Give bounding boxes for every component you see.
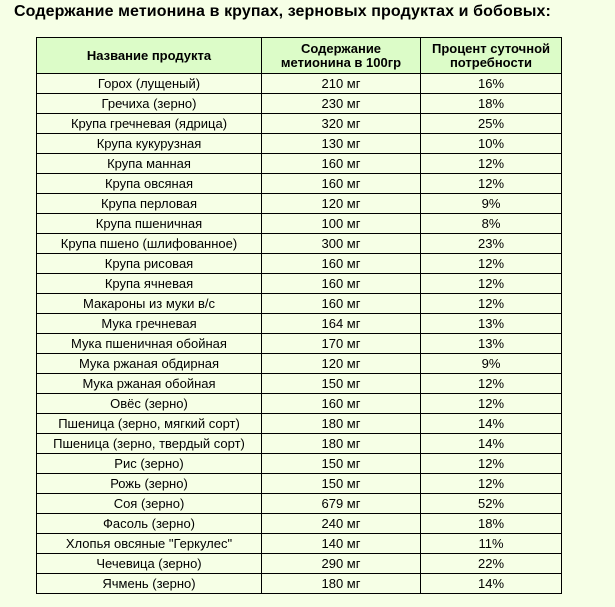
daily-percent-cell: 12% — [421, 294, 562, 314]
table-row — [37, 234, 562, 254]
daily-percent-cell: 16% — [421, 74, 562, 94]
table-row — [37, 214, 562, 234]
product-name-cell: Ячмень (зерно) — [37, 574, 262, 594]
methionine-content-cell: 180 мг — [262, 414, 421, 434]
daily-percent-cell: 12% — [421, 274, 562, 294]
product-name-cell: Овёс (зерно) — [37, 394, 262, 414]
daily-percent-cell: 12% — [421, 374, 562, 394]
table-row — [37, 294, 562, 314]
header-daily-percent: Процент суточной потребности — [421, 38, 562, 74]
product-name-cell: Гречиха (зерно) — [37, 94, 262, 114]
table-row — [37, 494, 562, 514]
methionine-content-cell: 230 мг — [262, 94, 421, 114]
daily-percent-cell: 12% — [421, 474, 562, 494]
methionine-content-cell: 140 мг — [262, 534, 421, 554]
methionine-content-cell: 170 мг — [262, 334, 421, 354]
daily-percent-cell: 11% — [421, 534, 562, 554]
methionine-content-cell: 150 мг — [262, 474, 421, 494]
methionine-content-cell: 160 мг — [262, 294, 421, 314]
product-name-cell: Крупа манная — [37, 154, 262, 174]
methionine-content-cell: 180 мг — [262, 574, 421, 594]
methionine-content-cell: 210 мг — [262, 74, 421, 94]
product-name-cell: Крупа перловая — [37, 194, 262, 214]
methionine-content-cell: 679 мг — [262, 494, 421, 514]
methionine-content-cell: 160 мг — [262, 154, 421, 174]
methionine-content-cell: 160 мг — [262, 254, 421, 274]
daily-percent-cell: 9% — [421, 194, 562, 214]
table-row — [37, 474, 562, 494]
daily-percent-cell: 12% — [421, 254, 562, 274]
table-row — [37, 354, 562, 374]
daily-percent-cell: 25% — [421, 114, 562, 134]
methionine-content-cell: 300 мг — [262, 234, 421, 254]
daily-percent-cell: 9% — [421, 354, 562, 374]
daily-percent-cell: 14% — [421, 414, 562, 434]
daily-percent-cell: 18% — [421, 514, 562, 534]
table-row — [37, 554, 562, 574]
table-row — [37, 314, 562, 334]
table-row — [37, 194, 562, 214]
daily-percent-cell: 14% — [421, 574, 562, 594]
table-row — [37, 94, 562, 114]
page-title: Содержание метионина в крупах, зерновых продуктах и бобовых: — [14, 3, 551, 20]
methionine-content-cell: 150 мг — [262, 454, 421, 474]
product-name-cell: Крупа пшено (шлифованное) — [37, 234, 262, 254]
table-row — [37, 414, 562, 434]
product-name-cell: Мука гречневая — [37, 314, 262, 334]
table-row — [37, 514, 562, 534]
table-row — [37, 134, 562, 154]
daily-percent-cell: 14% — [421, 434, 562, 454]
methionine-content-cell: 120 мг — [262, 194, 421, 214]
table-header-row — [37, 38, 562, 74]
methionine-content-cell: 120 мг — [262, 354, 421, 374]
methionine-content-cell: 160 мг — [262, 274, 421, 294]
methionine-content-cell: 130 мг — [262, 134, 421, 154]
methionine-content-cell: 160 мг — [262, 394, 421, 414]
product-name-cell: Крупа рисовая — [37, 254, 262, 274]
daily-percent-cell: 13% — [421, 314, 562, 334]
daily-percent-cell: 12% — [421, 394, 562, 414]
product-name-cell: Соя (зерно) — [37, 494, 262, 514]
daily-percent-cell: 52% — [421, 494, 562, 514]
product-name-cell: Пшеница (зерно, твердый сорт) — [37, 434, 262, 454]
daily-percent-cell: 12% — [421, 154, 562, 174]
product-name-cell: Мука пшеничная обойная — [37, 334, 262, 354]
table-row — [37, 394, 562, 414]
daily-percent-cell: 12% — [421, 454, 562, 474]
methionine-content-cell: 180 мг — [262, 434, 421, 454]
table-row — [37, 374, 562, 394]
product-name-cell: Пшеница (зерно, мягкий сорт) — [37, 414, 262, 434]
methionine-table — [36, 37, 562, 594]
table-row — [37, 434, 562, 454]
daily-percent-cell: 18% — [421, 94, 562, 114]
methionine-content-cell: 320 мг — [262, 114, 421, 134]
table-row — [37, 154, 562, 174]
daily-percent-cell: 8% — [421, 214, 562, 234]
methionine-content-cell: 150 мг — [262, 374, 421, 394]
product-name-cell: Рожь (зерно) — [37, 474, 262, 494]
product-name-cell: Крупа ячневая — [37, 274, 262, 294]
product-name-cell: Макароны из муки в/с — [37, 294, 262, 314]
product-name-cell: Рис (зерно) — [37, 454, 262, 474]
table-row — [37, 334, 562, 354]
table-row — [37, 574, 562, 594]
daily-percent-cell: 10% — [421, 134, 562, 154]
product-name-cell: Фасоль (зерно) — [37, 514, 262, 534]
product-name-cell: Крупа гречневая (ядрица) — [37, 114, 262, 134]
product-name-cell: Горох (лущеный) — [37, 74, 262, 94]
table-row — [37, 114, 562, 134]
daily-percent-cell: 22% — [421, 554, 562, 574]
table-row — [37, 254, 562, 274]
product-name-cell: Крупа кукурузная — [37, 134, 262, 154]
header-methionine-content: Содержание метионина в 100гр — [262, 38, 421, 74]
table-body — [37, 74, 562, 594]
methionine-content-cell: 100 мг — [262, 214, 421, 234]
methionine-content-cell: 164 мг — [262, 314, 421, 334]
table-row — [37, 174, 562, 194]
product-name-cell: Крупа овсяная — [37, 174, 262, 194]
table-row — [37, 454, 562, 474]
methionine-content-cell: 290 мг — [262, 554, 421, 574]
methionine-content-cell: 240 мг — [262, 514, 421, 534]
table-row — [37, 74, 562, 94]
daily-percent-cell: 23% — [421, 234, 562, 254]
product-name-cell: Мука ржаная обдирная — [37, 354, 262, 374]
header-product-name: Название продукта — [37, 38, 262, 74]
product-name-cell: Крупа пшеничная — [37, 214, 262, 234]
product-name-cell: Чечевица (зерно) — [37, 554, 262, 574]
table-row — [37, 274, 562, 294]
table-row — [37, 534, 562, 554]
daily-percent-cell: 13% — [421, 334, 562, 354]
product-name-cell: Мука ржаная обойная — [37, 374, 262, 394]
daily-percent-cell: 12% — [421, 174, 562, 194]
methionine-content-cell: 160 мг — [262, 174, 421, 194]
product-name-cell: Хлопья овсяные "Геркулес" — [37, 534, 262, 554]
